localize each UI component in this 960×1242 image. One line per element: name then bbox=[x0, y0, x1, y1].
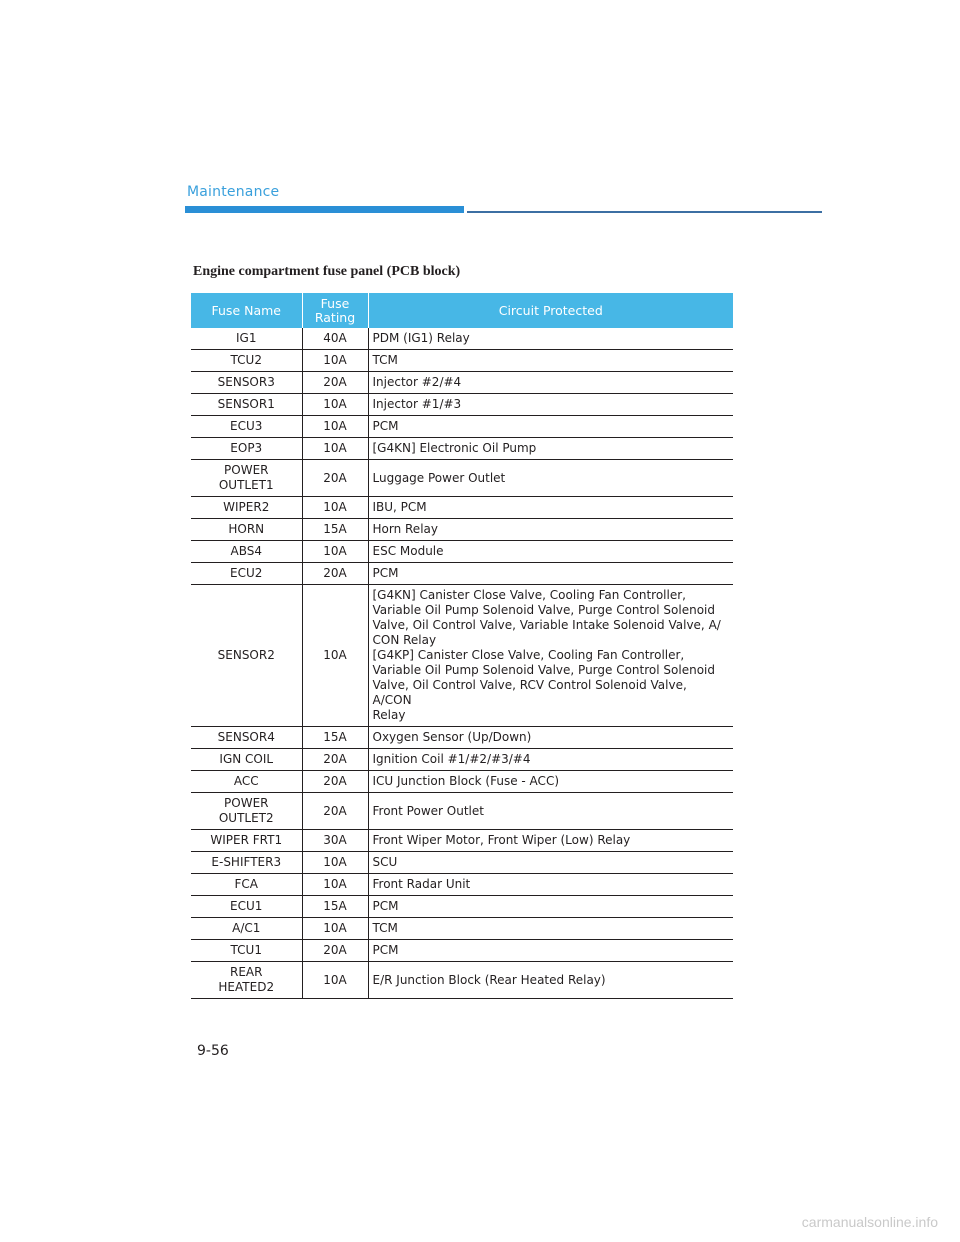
table-row bbox=[191, 771, 733, 793]
table-row bbox=[191, 519, 733, 541]
fuse-name-cell: WIPER FRT1 bbox=[191, 830, 302, 852]
fuse-rating-cell: 15A bbox=[302, 727, 368, 749]
circuit-protected-cell: SCU bbox=[368, 852, 733, 874]
fuse-name-cell: SENSOR3 bbox=[191, 372, 302, 394]
table-row bbox=[191, 918, 733, 940]
fuse-rating-cell: 10A bbox=[302, 585, 368, 727]
fuse-name-cell: EOP3 bbox=[191, 438, 302, 460]
fuse-rating-cell: 20A bbox=[302, 460, 368, 497]
circuit-protected-cell: ESC Module bbox=[368, 541, 733, 563]
fuse-name-cell: ECU3 bbox=[191, 416, 302, 438]
table-row bbox=[191, 460, 733, 497]
fuse-rating-cell: 10A bbox=[302, 874, 368, 896]
fuse-rating-cell: 30A bbox=[302, 830, 368, 852]
table-title: Engine compartment fuse panel (PCB block) bbox=[193, 264, 461, 279]
circuit-protected-cell: PCM bbox=[368, 940, 733, 962]
fuse-name-cell: POWER OUTLET2 bbox=[191, 793, 302, 830]
circuit-protected-cell: [G4KN] Canister Close Valve, Cooling Fan Controller, Variable Oil Pump Solenoid Valve, Purge Control Solenoid Valve, Oil Control Valve, Variable Intake Solenoid Valve, A/ CON Relay [G4KP] Canister Close Valve, Cooling Fan Controller, Variable Oil Pump Solenoid Valve, Purge Control Solenoid Valve, Oil Control Valve, RCV Control Solenoid Valve, A/CON Relay bbox=[368, 585, 733, 727]
fuse-name-cell: HORN bbox=[191, 519, 302, 541]
fuse-name-cell: E-SHIFTER3 bbox=[191, 852, 302, 874]
table-row bbox=[191, 438, 733, 460]
fuse-name-cell: REAR HEATED2 bbox=[191, 962, 302, 999]
fuse-rating-cell: 10A bbox=[302, 962, 368, 999]
header-fuse-name: Fuse Name bbox=[191, 293, 302, 328]
circuit-protected-cell: Horn Relay bbox=[368, 519, 733, 541]
table-row bbox=[191, 497, 733, 519]
fuse-name-cell: FCA bbox=[191, 874, 302, 896]
fuse-name-cell: POWER OUTLET1 bbox=[191, 460, 302, 497]
table-row bbox=[191, 852, 733, 874]
table-row bbox=[191, 793, 733, 830]
circuit-protected-cell: TCM bbox=[368, 350, 733, 372]
fuse-name-cell: IG1 bbox=[191, 328, 302, 350]
circuit-protected-cell: PCM bbox=[368, 416, 733, 438]
fuse-rating-cell: 20A bbox=[302, 749, 368, 771]
table-row bbox=[191, 962, 733, 999]
fuse-rating-cell: 10A bbox=[302, 497, 368, 519]
fuse-name-cell: ECU1 bbox=[191, 896, 302, 918]
table-row bbox=[191, 896, 733, 918]
table-row bbox=[191, 394, 733, 416]
header-bar-accent bbox=[185, 206, 464, 213]
table-row bbox=[191, 940, 733, 962]
fuse-table-body bbox=[191, 328, 733, 999]
header-circuit-protected: Circuit Protected bbox=[368, 293, 733, 328]
table-row bbox=[191, 541, 733, 563]
fuse-rating-cell: 10A bbox=[302, 350, 368, 372]
circuit-protected-cell: PDM (IG1) Relay bbox=[368, 328, 733, 350]
fuse-name-cell: IGN COIL bbox=[191, 749, 302, 771]
circuit-protected-cell: [G4KN] Electronic Oil Pump bbox=[368, 438, 733, 460]
fuse-rating-cell: 20A bbox=[302, 771, 368, 793]
fuse-table bbox=[191, 293, 733, 999]
table-row bbox=[191, 727, 733, 749]
watermark: carmanualsonline.info bbox=[801, 1214, 938, 1230]
fuse-rating-cell: 10A bbox=[302, 416, 368, 438]
fuse-name-cell: ACC bbox=[191, 771, 302, 793]
fuse-name-cell: TCU1 bbox=[191, 940, 302, 962]
table-row bbox=[191, 350, 733, 372]
circuit-protected-cell: Front Wiper Motor, Front Wiper (Low) Relay bbox=[368, 830, 733, 852]
fuse-name-cell: SENSOR4 bbox=[191, 727, 302, 749]
circuit-protected-cell: Front Radar Unit bbox=[368, 874, 733, 896]
circuit-protected-cell: E/R Junction Block (Rear Heated Relay) bbox=[368, 962, 733, 999]
table-row bbox=[191, 416, 733, 438]
fuse-rating-cell: 10A bbox=[302, 852, 368, 874]
circuit-protected-cell: Front Power Outlet bbox=[368, 793, 733, 830]
fuse-rating-cell: 10A bbox=[302, 541, 368, 563]
fuse-name-cell: SENSOR2 bbox=[191, 585, 302, 727]
table-row bbox=[191, 830, 733, 852]
circuit-protected-cell: ICU Junction Block (Fuse - ACC) bbox=[368, 771, 733, 793]
circuit-protected-cell: Ignition Coil #1/#2/#3/#4 bbox=[368, 749, 733, 771]
fuse-name-cell: TCU2 bbox=[191, 350, 302, 372]
fuse-rating-cell: 20A bbox=[302, 940, 368, 962]
fuse-rating-cell: 20A bbox=[302, 563, 368, 585]
table-row bbox=[191, 372, 733, 394]
header-fuse-rating: Fuse Rating bbox=[302, 293, 368, 328]
fuse-rating-cell: 10A bbox=[302, 394, 368, 416]
table-row bbox=[191, 749, 733, 771]
fuse-rating-cell: 10A bbox=[302, 918, 368, 940]
header-bar-rule bbox=[467, 211, 822, 213]
circuit-protected-cell: TCM bbox=[368, 918, 733, 940]
circuit-protected-cell: IBU, PCM bbox=[368, 497, 733, 519]
fuse-rating-cell: 20A bbox=[302, 793, 368, 830]
page-number: 9-56 bbox=[197, 1043, 229, 1059]
fuse-rating-cell: 15A bbox=[302, 896, 368, 918]
circuit-protected-cell: Oxygen Sensor (Up/Down) bbox=[368, 727, 733, 749]
section-label: Maintenance bbox=[187, 184, 280, 200]
circuit-protected-cell: Luggage Power Outlet bbox=[368, 460, 733, 497]
table-row bbox=[191, 874, 733, 896]
fuse-rating-cell: 15A bbox=[302, 519, 368, 541]
fuse-rating-cell: 40A bbox=[302, 328, 368, 350]
circuit-protected-cell: PCM bbox=[368, 896, 733, 918]
fuse-name-cell: ABS4 bbox=[191, 541, 302, 563]
fuse-name-cell: A/C1 bbox=[191, 918, 302, 940]
fuse-rating-cell: 10A bbox=[302, 438, 368, 460]
fuse-name-cell: WIPER2 bbox=[191, 497, 302, 519]
fuse-rating-cell: 20A bbox=[302, 372, 368, 394]
fuse-name-cell: ECU2 bbox=[191, 563, 302, 585]
circuit-protected-cell: Injector #1/#3 bbox=[368, 394, 733, 416]
table-row bbox=[191, 563, 733, 585]
circuit-protected-cell: Injector #2/#4 bbox=[368, 372, 733, 394]
circuit-protected-cell: PCM bbox=[368, 563, 733, 585]
table-row bbox=[191, 585, 733, 727]
fuse-name-cell: SENSOR1 bbox=[191, 394, 302, 416]
table-row bbox=[191, 328, 733, 350]
table-header-row bbox=[191, 293, 733, 328]
